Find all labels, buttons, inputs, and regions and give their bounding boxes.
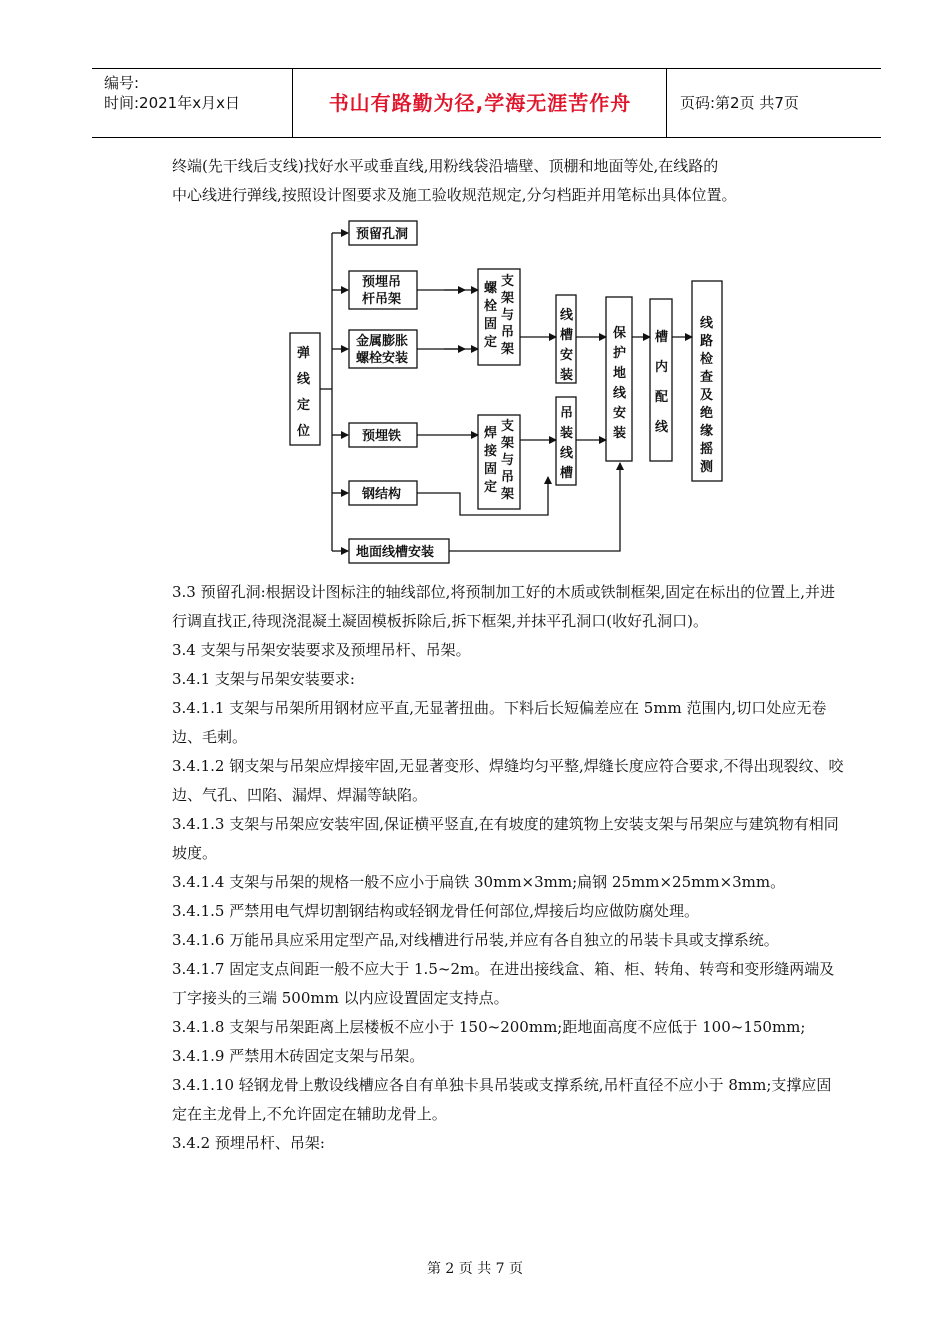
flow-char: 保 xyxy=(613,326,627,341)
flow-label-branch2: 预埋吊 xyxy=(362,275,402,290)
flow-char: 测 xyxy=(700,460,714,475)
flow-label-branch1: 预留孔洞 xyxy=(356,227,409,242)
flow-char: 弹 xyxy=(297,346,311,361)
flow-char: 安 xyxy=(560,348,574,363)
motto: 书山有路勤为径,学海无涯苦作舟 xyxy=(328,91,632,115)
flow-char: 配 xyxy=(655,390,669,405)
paragraph: 3.4.1.3 支架与吊架应安装牢固,保证横平竖直,在有坡度的建筑物上安装支架与吊架应与建筑物有相同坡度。 xyxy=(172,815,839,862)
flow-char: 定 xyxy=(484,335,498,350)
flow-char: 检 xyxy=(700,352,714,367)
paragraph: 3.4.1.4 支架与吊架的规格一般不应小于扁铁 30mm×3mm;扁钢 25mm×25mm×3mm。 xyxy=(172,873,786,891)
flow-label-branch3: 金属膨胀 xyxy=(356,334,409,349)
paragraph: 3.4.1.2 钢支架与吊架应焊接牢固,无显著变形、焊缝均匀平整,焊缝长度应符合要求,不得出现裂纹、咬边、气孔、凹陷、漏焊、焊漏等缺陷。 xyxy=(172,757,844,804)
flow-char: 缘 xyxy=(700,424,714,439)
flow-label-branch3: 螺栓安装 xyxy=(356,351,409,366)
flow-char: 内 xyxy=(655,360,669,375)
page-header xyxy=(92,68,881,138)
flow-char: 及 xyxy=(700,388,714,403)
flow-char: 架 xyxy=(501,487,515,502)
flow-char: 定 xyxy=(484,480,498,495)
paragraph: 3.4.1.10 轻钢龙骨上敷设线槽应各自有单独卡具吊装或支撑系统,吊杆直径不应小于 8mm;支撑应固定在主龙骨上,不允许固定在辅助龙骨上。 xyxy=(172,1076,832,1123)
flow-label-mid-top xyxy=(484,273,514,357)
flow-char: 固 xyxy=(484,462,498,477)
construction-flowchart xyxy=(280,215,740,570)
flow-char: 安 xyxy=(613,406,627,421)
flow-label-branch6: 地面线槽安装 xyxy=(356,545,435,560)
flow-char: 线 xyxy=(655,420,669,435)
flow-char: 支 xyxy=(501,419,515,434)
flow-char: 接 xyxy=(484,444,498,459)
intro-line: 终端(先干线后支线)找好水平或垂直线,用粉线袋沿墙壁、顶棚和地面等处,在线路的 xyxy=(172,157,719,175)
flow-label-branch2: 杆吊架 xyxy=(362,292,402,307)
header-divider xyxy=(666,69,667,137)
flow-char: 支 xyxy=(501,274,515,289)
flow-char: 螺 xyxy=(484,281,498,296)
paragraph: 3.3 预留孔洞:根据设计图标注的轴线部位,将预制加工好的木质或铁制框架,固定在标出的位置上,并进行调直找正,待现浇混凝土凝固模板拆除后,拆下框架,并抹平孔洞口(收好孔洞口)。 xyxy=(172,583,835,630)
paragraph: 3.4.1 支架与吊架安装要求: xyxy=(172,670,355,688)
flow-char: 槽 xyxy=(560,466,574,481)
flow-char: 线 xyxy=(613,386,627,401)
flow-char: 栓 xyxy=(484,299,498,314)
intro-line: 中心线进行弹线,按照设计图要求及施工验收规范规定,分匀档距并用笔标出具体位置。 xyxy=(172,186,737,204)
flow-char: 装 xyxy=(560,426,574,441)
flow-char: 焊 xyxy=(484,426,498,441)
flow-char: 架 xyxy=(501,291,515,306)
flow-char: 线 xyxy=(560,446,574,461)
paragraph: 3.4.1.8 支架与吊架距离上层楼板不应小于 150~200mm;距地面高度不应低于 100~150mm; xyxy=(172,1018,806,1036)
flow-char: 装 xyxy=(560,368,574,383)
flow-char: 吊 xyxy=(560,406,574,421)
flow-char: 摇 xyxy=(700,442,714,457)
flow-label-branch4: 预埋铁 xyxy=(362,429,402,444)
flow-char: 与 xyxy=(501,308,515,323)
page-footer: 第 2 页 共 7 页 xyxy=(426,1261,524,1277)
paragraph: 3.4.1.9 严禁用木砖固定支架与吊架。 xyxy=(172,1047,425,1065)
flow-label-mid-bot xyxy=(483,418,514,502)
flow-char: 线 xyxy=(297,372,311,387)
header-meta xyxy=(104,73,240,113)
number-label: 编号: xyxy=(104,74,140,92)
flow-char: 槽 xyxy=(560,328,574,343)
flow-char: 槽 xyxy=(655,330,669,345)
paragraph: 3.4.1.5 严禁用电气焊切割钢结构或轻钢龙骨任何部位,焊接后均应做防腐处理。 xyxy=(172,902,700,920)
flow-label-install1 xyxy=(560,307,574,383)
paragraph: 3.4.2 预埋吊杆、吊架: xyxy=(172,1134,325,1152)
flow-char: 线 xyxy=(700,316,714,331)
flow-box-wiring xyxy=(650,299,672,461)
time-label: 时间:2021年x月x日 xyxy=(104,94,240,112)
paragraph: 3.4.1.7 固定支点间距一般不应大于 1.5~2m。在进出接线盒、箱、柜、转角、转弯和变形缝两端及丁字接头的三端 500mm 以内应设置固定支持点。 xyxy=(172,960,835,1007)
flow-label-ground xyxy=(613,325,627,441)
flow-char: 线 xyxy=(560,308,574,323)
flow-label-wiring xyxy=(655,329,669,435)
flow-label-branch5: 钢结构 xyxy=(362,487,402,502)
paragraph: 3.4.1.6 万能吊具应采用定型产品,对线槽进行吊装,并应有各自独立的吊装卡具或支撑系统。 xyxy=(172,931,779,949)
flow-char: 吊 xyxy=(501,470,515,485)
flow-label-check xyxy=(700,315,714,475)
flow-char: 查 xyxy=(700,370,714,385)
flow-label-install2 xyxy=(560,405,574,481)
paragraph: 3.4 支架与吊架安装要求及预埋吊杆、吊架。 xyxy=(172,641,471,659)
flow-char: 吊 xyxy=(501,325,515,340)
flow-char: 护 xyxy=(613,346,627,361)
flow-char: 架 xyxy=(501,436,515,451)
header-divider xyxy=(292,69,293,137)
paragraph: 3.4.1.1 支架与吊架所用钢材应平直,无显著扭曲。下料后长短偏差应在 5mm 范围内,切口处应无卷边、毛刺。 xyxy=(172,699,827,746)
page-code: 页码:第2页 共7页 xyxy=(680,94,799,112)
flow-char: 路 xyxy=(700,334,714,349)
flow-char: 绝 xyxy=(700,406,714,421)
flow-label-start xyxy=(296,345,311,439)
flow-char: 架 xyxy=(501,342,515,357)
flow-char: 装 xyxy=(613,426,627,441)
body-paragraphs xyxy=(172,578,844,1158)
flow-char: 与 xyxy=(501,453,515,468)
intro-text xyxy=(172,152,842,210)
flow-char: 定 xyxy=(297,398,311,413)
flow-char: 地 xyxy=(613,366,627,381)
flow-char: 位 xyxy=(297,424,311,439)
flow-char: 固 xyxy=(484,317,498,332)
